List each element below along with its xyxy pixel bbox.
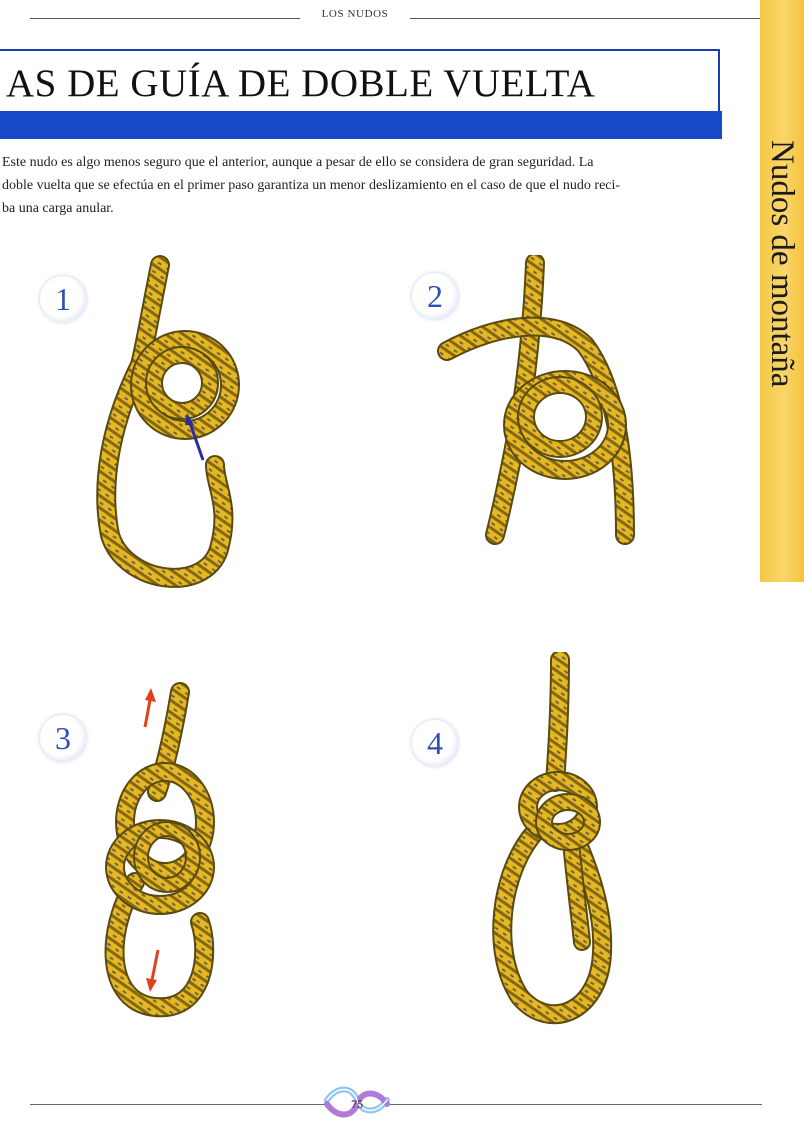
step-badge-4: 4 <box>412 720 458 766</box>
intro-line: doble vuelta que se efectúa en el primer paso garantiza un menor deslizamiento en el caso de que el nudo reci- <box>2 178 621 193</box>
intro-line: Este nudo es algo menos seguro que el anterior, aunque a pesar de ello se considera de gran seguridad. La <box>2 155 594 170</box>
page-title: AS DE GUÍA DE DOBLE VUELTA <box>6 62 596 105</box>
intro-line: ba una carga anular. <box>2 201 114 216</box>
running-header <box>30 8 762 24</box>
rope-figure-step-3 <box>95 682 255 1022</box>
title-underline-band <box>0 111 722 139</box>
rope-figure-step-1 <box>90 255 290 595</box>
header-rule-left <box>30 18 300 19</box>
footer-rule-right <box>386 1104 762 1105</box>
step-badge-3: 3 <box>40 715 86 761</box>
step-badge-2: 2 <box>412 273 458 319</box>
section-side-tab <box>760 0 804 582</box>
page-number: 75 <box>351 1097 363 1111</box>
rope-figure-step-2 <box>435 255 655 555</box>
running-title: LOS NUDOS <box>321 8 389 20</box>
rope-figure-step-4 <box>480 652 630 1032</box>
title-box <box>0 49 720 113</box>
step-badge-1: 1 <box>40 276 86 322</box>
header-rule-right <box>410 18 762 19</box>
footer-rule-left <box>30 1104 330 1105</box>
intro-paragraph <box>2 151 718 220</box>
side-tab-label: Nudos de montaña <box>764 140 800 388</box>
